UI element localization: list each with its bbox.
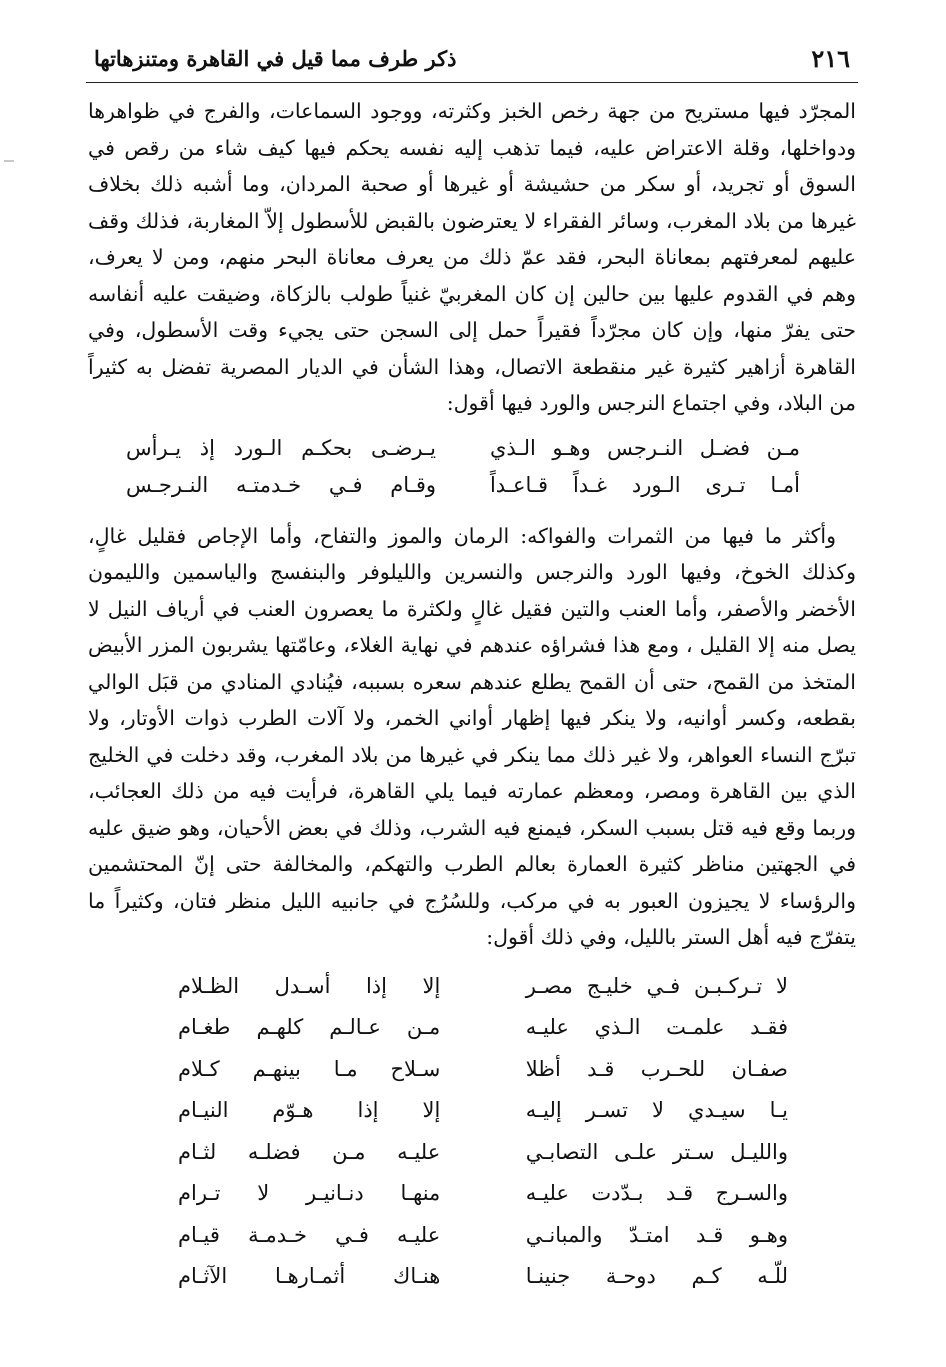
poem-2-couplet <box>178 1215 788 1257</box>
page-number: ٢١٦ <box>811 44 850 73</box>
poem-2-couplet <box>178 1132 788 1174</box>
hemistich-first: للّـه كـم دوحـة جنينـا <box>525 1264 788 1288</box>
poem-2-couplet <box>178 966 788 1008</box>
hemistich-first: يـا سيـدي لا تسـر إليـه <box>525 1098 788 1122</box>
hemistich-first: فقـد علمـت الـذي عليـه <box>525 1015 788 1039</box>
hemistich-first: لا تـركـبـن فـي خليـج مصـر <box>525 973 788 998</box>
hemistich-first: مـن فضـل النـرجس وهـو الـذي <box>489 435 800 460</box>
paragraph-2: وأكثر ما فيها من الثمرات والفواكه: الرمان والموز والتفاح، وأما الإجاص فقليل غالٍ، وكذلك الخوخ، وفيها الورد والنرجس والنسرين والليلوفر والبنفسج والياسمين والليمون الأخضر والأصفر، وأما العنب والتين فقيل غالٍ ولكثرة ما يعصرون العنب في أرياف النيل لا يصل منه إلا القليل ، ومع هذا فشراؤه عندهم في نهاية الغلاء، وعامّتها يشربون المزر الأبيض المتخذ من القمح، حتى أن القمح يطلع عندهم سعره بسببه، فيُنادي المنادي من قبَل الوالي بقطعه، وكسر أوانيه، ولا ينكر فيها إظهار أواني الخمر، ولا آلات الطرب ذوات الأوتار، ولا تبرّج النساء العواهر، ولا غير ذلك مما ينكر في غيرها من بلاد المغرب، وقد دخلت في الخليج الذي بين القاهرة ومصر، ومعظم عمارته فيما يلي القاهرة، فرأيت فيه من ذلك العجائب، وربما وقع فيه قتل بسبب السكر، فيمنع فيه الشرب، وذلك في بعض الأحيان، وهو ضيق عليه في الجهتين مناظر كثيرة العمارة بعالم الطرب والتهكم، والمخالفة حتى إنّ المحتشمين والرؤساء لا يجيزون العبور به في مركب، وللسُرُج في جانبيه الليل منظر فتان، وكثيراً ما يتفرّج فيه أهل الستر بالليل، وفي ذلك أقول: <box>88 523 856 949</box>
poem-1-couplet <box>126 467 800 504</box>
hemistich-first: وهـو قـد امتـدّ والمبانـي <box>525 1222 788 1247</box>
paragraph-1: المجرّد فيها مستريح من جهة رخص الخبز وكثرته، ووجود السماعات، والفرج في ظواهرها ودواخلها، وقلة الاعتراض عليه، فيما تذهب إليه نفسه يحكم فيها كيف شاء من رقص في السوق أو تجريد، أو سكر من حشيشة أو غيرها أو صحبة المردان، وما أشبه ذلك بخلاف غيرها من بلاد المغرب، وسائر الفقراء لا يعترضون بالقبض للأسطول إلاّ المغاربة، فذلك وقف عليهم لمعرفتهم بمعاناة البحر، فقد عمّ ذلك من يعرف معاناة البحر منهم، ومن لا يعرف، وهم في القدوم عليها بين حالين إن كان المغربيّ غنياً طولب بالزكاة، وضيقت عليه أنفاسه حتى يفرّ منها، وإن كان مجرّداً فقيراً حمل إلى السجن حتى يجيء وقت الأسطول، وفي القاهرة أزاهير كثيرة غير منقطعة الاتصال، وهذا الشأن في الديار المصرية تفضل به كثيراً من البلاد، وفي اجتماع النرجس والورد فيها أقول: <box>88 99 856 415</box>
poem-2-couplet <box>178 1173 788 1215</box>
hemistich-second: يـرضـى بحكـم الـورد إذ يـرأس <box>126 435 437 460</box>
running-title: ذكر طرف مما قيل في القاهرة ومتنزهاتها <box>94 46 457 71</box>
poem-1-couplet <box>126 430 800 467</box>
poem-2 <box>86 966 858 1298</box>
page-header <box>86 38 858 83</box>
hemistich-second: عليـه مـن فضلـه لثـام <box>178 1139 441 1164</box>
book-page <box>86 38 858 1298</box>
hemistich-first: صفـان للحـرب قـد أظلا <box>525 1056 788 1081</box>
hemistich-first: والسـرج قـد بـدّدت عليـه <box>525 1181 788 1205</box>
poem-2-couplet <box>178 1256 788 1298</box>
hemistich-second: سـلاح مـا بينهـم كـلام <box>178 1056 441 1081</box>
poem-2-couplet <box>178 1049 788 1091</box>
hemistich-second: إلا إذا أسـدل الظـلام <box>178 973 441 998</box>
hemistich-second: وقـام فـي خـدمتـه النـرجـس <box>126 472 437 497</box>
hemistich-first: أمـا تـرى الـورد غـداً قـاعـداً <box>489 472 800 497</box>
poem-2-couplet <box>178 1007 788 1049</box>
hemistich-second: إلا إذا هـوّم النيـام <box>178 1098 441 1122</box>
poem-2-couplet <box>178 1090 788 1132</box>
hemistich-second: منهـا دنـانيـر لا تـرام <box>178 1181 441 1205</box>
hemistich-first: والليـل سـتر علـى التصابـي <box>525 1139 788 1164</box>
scan-margin-mark <box>4 160 14 162</box>
hemistich-second: هنـاك أثمـارهـا الآثـام <box>178 1264 441 1288</box>
hemistich-second: مـن عـالـم كلهـم طغـام <box>178 1015 441 1039</box>
hemistich-second: عليـه فـي خـدمـة قيـام <box>178 1222 441 1247</box>
poem-1 <box>86 430 858 504</box>
